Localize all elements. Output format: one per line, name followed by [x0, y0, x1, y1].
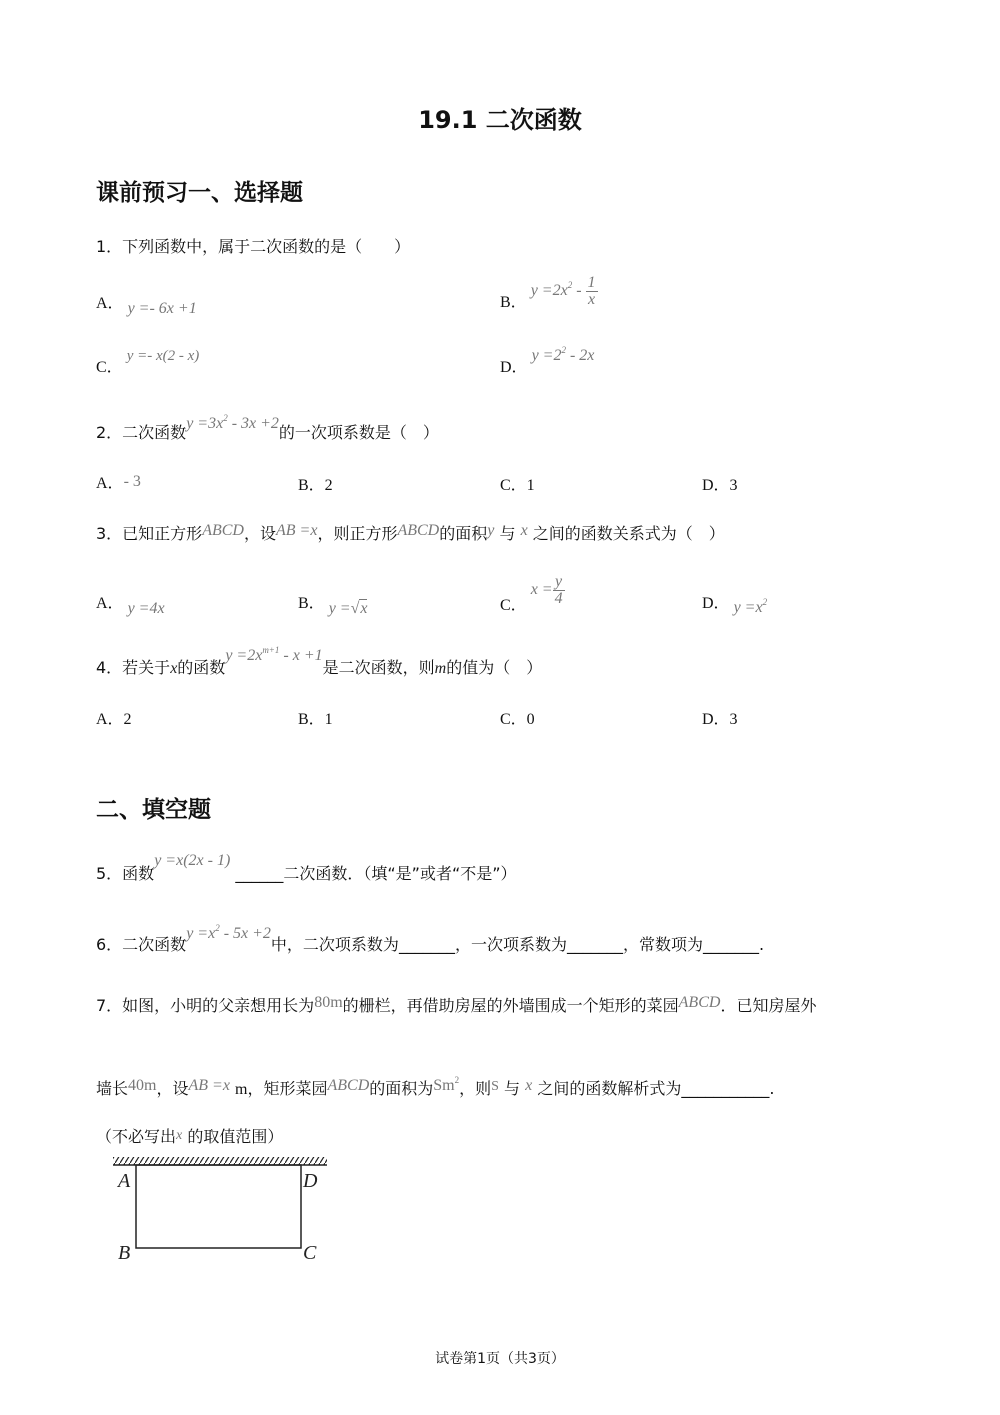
question-5-stem: 5．函数y =x(2x - 1) ______二次函数．（填“是”或者“不是”）: [96, 852, 517, 883]
q1-a-math: y =- 6x +1: [127, 300, 197, 317]
q2-option-c: C．1: [500, 477, 535, 494]
question-1-stem: 1．下列函数中，属于二次函数的是（ ）: [96, 237, 411, 256]
q2-option-a: A．- 3: [96, 473, 141, 492]
garden-rectangle: [136, 1165, 301, 1248]
q1-option-c: C． y =- x(2 - x): [96, 348, 200, 376]
q7-blank[interactable]: ___________: [681, 1079, 770, 1098]
q6-blank-1[interactable]: _______: [398, 935, 455, 954]
q1-b-math: $y =2x^2$ - $\frac{1}{x}$: [530, 274, 596, 308]
section-heading-fill: 二、填空题: [96, 797, 211, 823]
q2-math: $y =3x^2 - 3x +2$: [186, 413, 279, 432]
q6-math: $y =x^2 - 5x +2$: [186, 923, 271, 942]
q3-option-a: A． y =4x: [96, 595, 165, 617]
question-3-stem: 3．已知正方形ABCD，设AB =x，则正方形ABCD的面积y 与 x 之间的函数关系式为（ ）: [96, 522, 725, 543]
vertex-d-label: D: [303, 1170, 318, 1192]
q2-option-b: B．2: [298, 477, 333, 494]
q7-figure: [110, 1155, 340, 1270]
wall-hatching: [113, 1157, 327, 1165]
q4-math: $y =2x^{m+1} - x +1$: [225, 645, 323, 664]
q1-option-b: B． $y =2x^2$ - $\frac{1}{x}$: [500, 274, 596, 312]
q5-blank[interactable]: ______: [235, 864, 284, 883]
q4-option-d: D．3: [702, 711, 738, 728]
q3-option-c: C． x = $\frac{y}{4}$: [500, 573, 563, 615]
vertex-a-label: A: [118, 1170, 131, 1192]
vertex-b-label: B: [118, 1242, 131, 1264]
q1-option-a: A． y =- 6x +1: [96, 295, 197, 317]
q4-option-b: B．1: [298, 711, 333, 728]
question-6-stem: 6．二次函数$y =x^2 - 5x +2$中，二次项系数为_______，一次项系数为_______，常数项为_______.: [96, 923, 765, 954]
section-heading-choice: 课前预习一、选择题: [96, 180, 303, 206]
q1-d-math: $y =2^2 - 2x$: [531, 345, 595, 364]
q4-option-a: A．2: [96, 711, 132, 728]
page-title: 19.1 二次函数: [418, 106, 582, 134]
q2-option-d: D．3: [702, 477, 738, 494]
q5-math: y =x(2x - 1): [154, 852, 231, 869]
question-7-line-1: 7．如图，小明的父亲想用长为80m的栅栏，再借助房屋的外墙围成一个矩形的菜园ABCD．已知房屋外: [96, 994, 817, 1015]
q6-blank-3[interactable]: _______: [702, 935, 759, 954]
q1-c-math: y =- x(2 - x): [126, 348, 200, 364]
question-7-line-3: （不必写出x 的取值范围）: [96, 1127, 284, 1146]
question-7-line-2: 墙长40m，设AB =x m，矩形菜园ABCD的面积为Sm$^2$，则S 与 x 之间的函数解析式为___________.: [96, 1075, 775, 1098]
q3-option-d: D． $y =x^2$: [702, 595, 768, 616]
vertex-c-label: C: [303, 1242, 317, 1264]
q4-option-c: C．0: [500, 711, 535, 728]
question-2-stem: 2．二次函数$y =3x^2 - 3x +2$的一次项系数是（ ）: [96, 413, 439, 442]
q6-blank-2[interactable]: _______: [566, 935, 623, 954]
question-4-stem: 4．若关于x的函数$y =2x^{m+1} - x +1$是二次函数，则m的值为（ ）: [96, 645, 543, 677]
q1-option-d: D． $y =2^2 - 2x$: [500, 345, 595, 376]
q3-option-b: B． y =√x: [298, 595, 368, 617]
page-footer: 试卷第1页（共3页）: [435, 1351, 565, 1367]
